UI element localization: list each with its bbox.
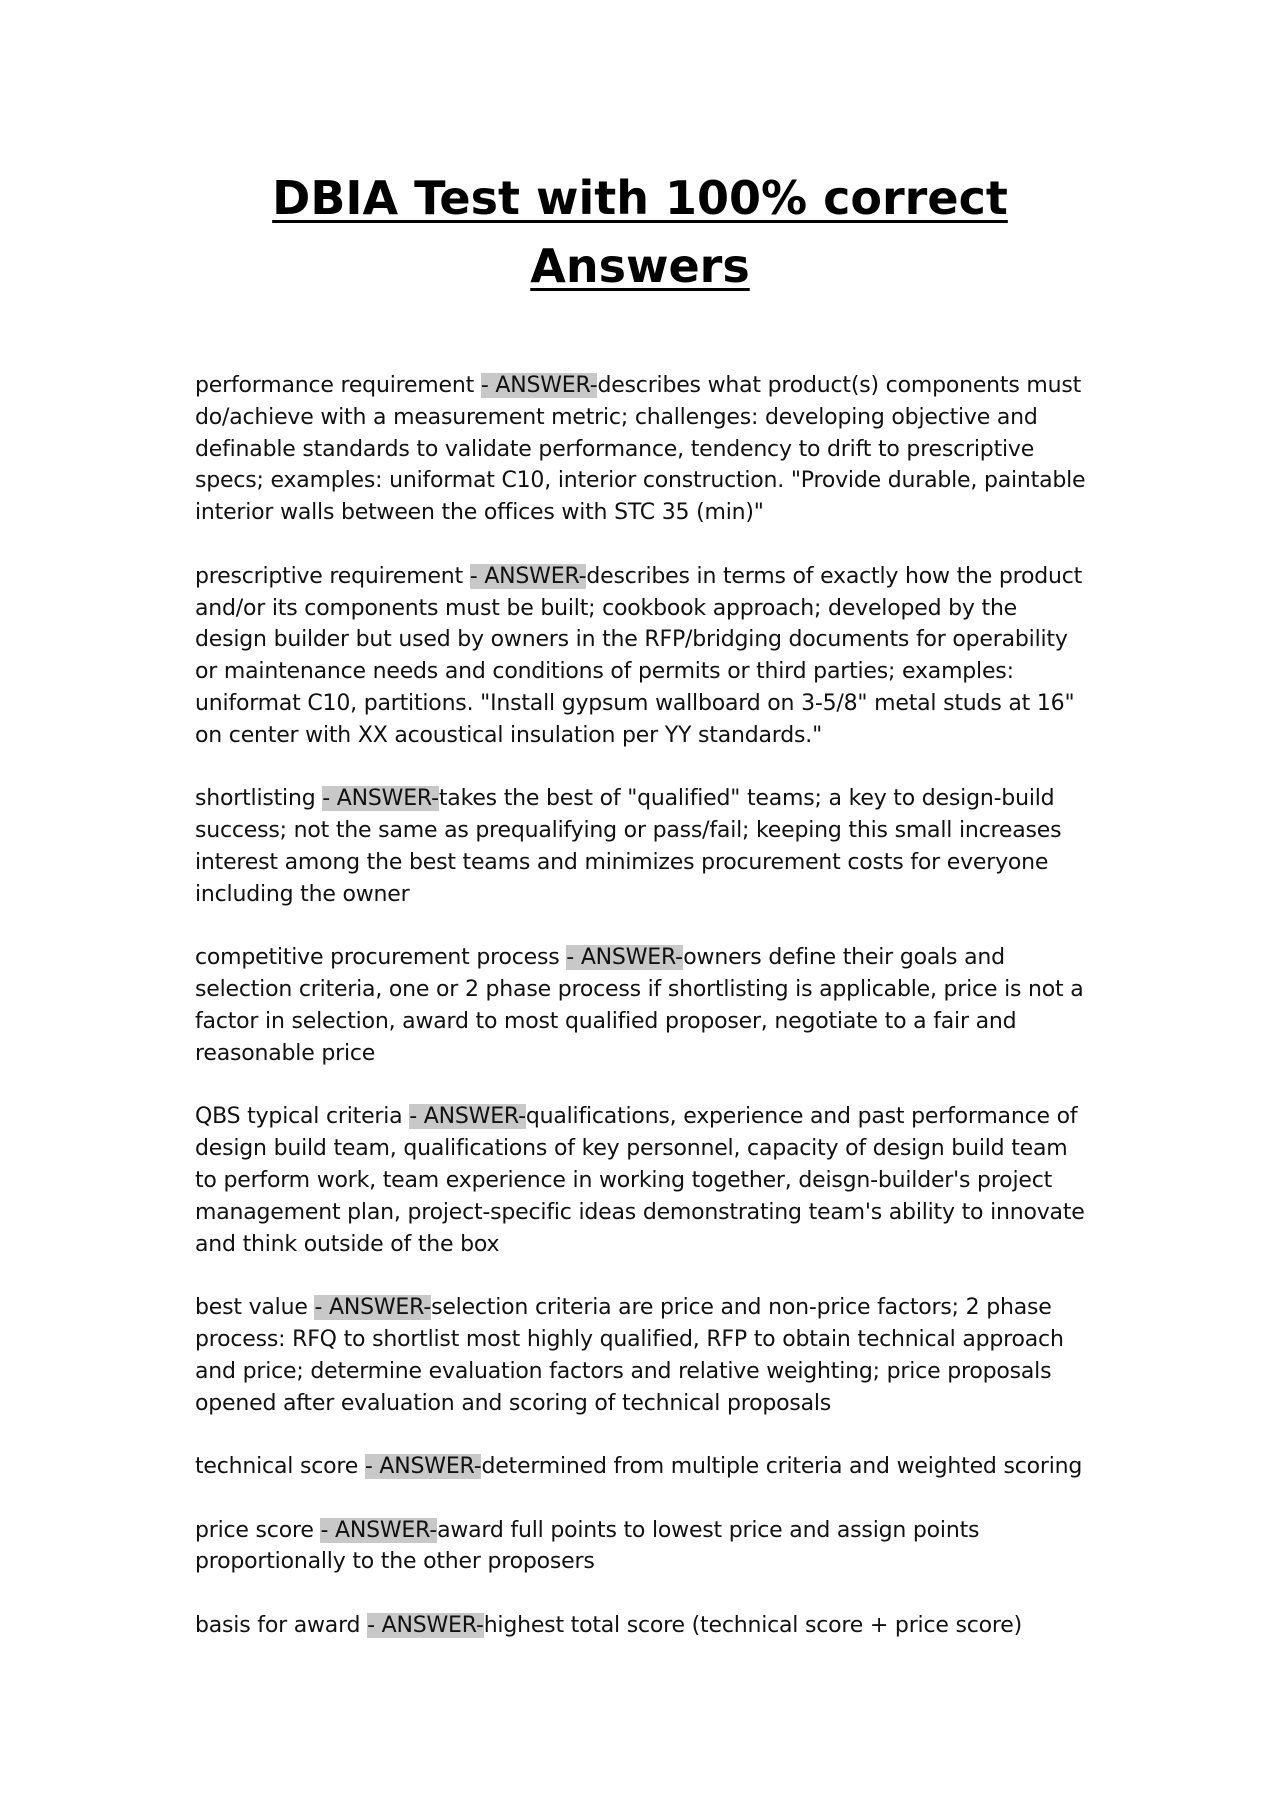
- qa-answer: describes what product(s) components must do/achieve with a measurement metric; challenges: developing objective and definable standards to validate performance, tendency to drift to prescriptive specs; examples: uniformat C10, interior construction. "Provide durable, paintable interior walls between the offices with STC 35 (min)": [195, 373, 1086, 526]
- qa-term: price score: [195, 1517, 321, 1543]
- answer-marker: - ANSWER-: [314, 1295, 432, 1321]
- qa-item: [195, 1451, 1095, 1483]
- qa-term: QBS typical criteria: [195, 1104, 410, 1130]
- answer-marker: - ANSWER-: [480, 373, 598, 398]
- qa-item: [195, 783, 1095, 910]
- qa-term: shortlisting: [195, 786, 323, 812]
- answer-marker: - ANSWER-: [322, 786, 439, 812]
- qa-item: [195, 1292, 1095, 1419]
- qa-item: [195, 942, 1095, 1069]
- page-title: [250, 164, 1030, 300]
- qa-term: technical score: [195, 1454, 365, 1480]
- qa-item: [195, 1101, 1095, 1260]
- qa-answer: determined from multiple criteria and weighted scoring: [481, 1454, 1083, 1480]
- qa-answer: takes the best of "qualified" teams; a key to design-build success; not the same as prequalifying or pass/fail; keeping this small increases interest among the best teams and minimizes procurement costs for everyone including the owner: [195, 786, 1062, 907]
- answer-marker: - ANSWER-: [409, 1104, 526, 1130]
- qa-item: [195, 370, 1095, 529]
- qa-term: basis for award: [195, 1613, 368, 1639]
- qa-term: competitive procurement process: [195, 945, 567, 971]
- qa-list: [195, 370, 1095, 1674]
- title-line-2: Answers: [530, 239, 750, 293]
- qa-item: [195, 561, 1095, 752]
- answer-marker: - ANSWER-: [566, 945, 684, 971]
- qa-answer: qualifications, experience and past performance of design build team, qualifications of key personnel, capacity of design build team to perform work, team experience in working together, deisgn-builder's project management plan, project-specific ideas demonstrating team's ability to innovate and think outside of the box: [195, 1104, 1085, 1257]
- answer-marker: - ANSWER-: [320, 1517, 438, 1543]
- qa-answer: describes in terms of exactly how the product and/or its components must be built; cookbook approach; developed by the design builder but used by owners in the RFP/bridging documents for operability or maintenance needs and conditions of permits or third parties; examples: uniformat C10, partitions. "Install gypsum wallboard on 3-5/8" metal studs at 16" on center with XX acoustical insulation per YY standards.": [195, 563, 1083, 748]
- answer-marker: - ANSWER-: [364, 1454, 482, 1480]
- qa-item: [195, 1515, 1095, 1579]
- qa-term: performance requirement: [195, 373, 481, 398]
- title-line-1: DBIA Test with 100% correct: [272, 171, 1008, 225]
- answer-marker: - ANSWER-: [367, 1613, 484, 1639]
- qa-answer: owners define their goals and selection criteria, one or 2 phase process if shortlisting is applicable, price is not a factor in selection, award to most qualified proposer, negotiate to a fair and reasonable price: [195, 945, 1084, 1066]
- qa-answer: award full points to lowest price and assign points proportionally to the other proposers: [195, 1517, 980, 1575]
- answer-marker: - ANSWER-: [469, 563, 587, 589]
- qa-term: prescriptive requirement: [195, 563, 470, 589]
- qa-term: best value: [195, 1295, 315, 1321]
- qa-answer: selection criteria are price and non-price factors; 2 phase process: RFQ to shortlist most highly qualified, RFP to obtain technical approach and price; determine evaluation factors and relative weighting; price proposals opened after evaluation and scoring of technical proposals: [195, 1295, 1064, 1416]
- qa-item: [195, 1610, 1095, 1642]
- qa-answer: highest total score (technical score + price score): [483, 1613, 1022, 1639]
